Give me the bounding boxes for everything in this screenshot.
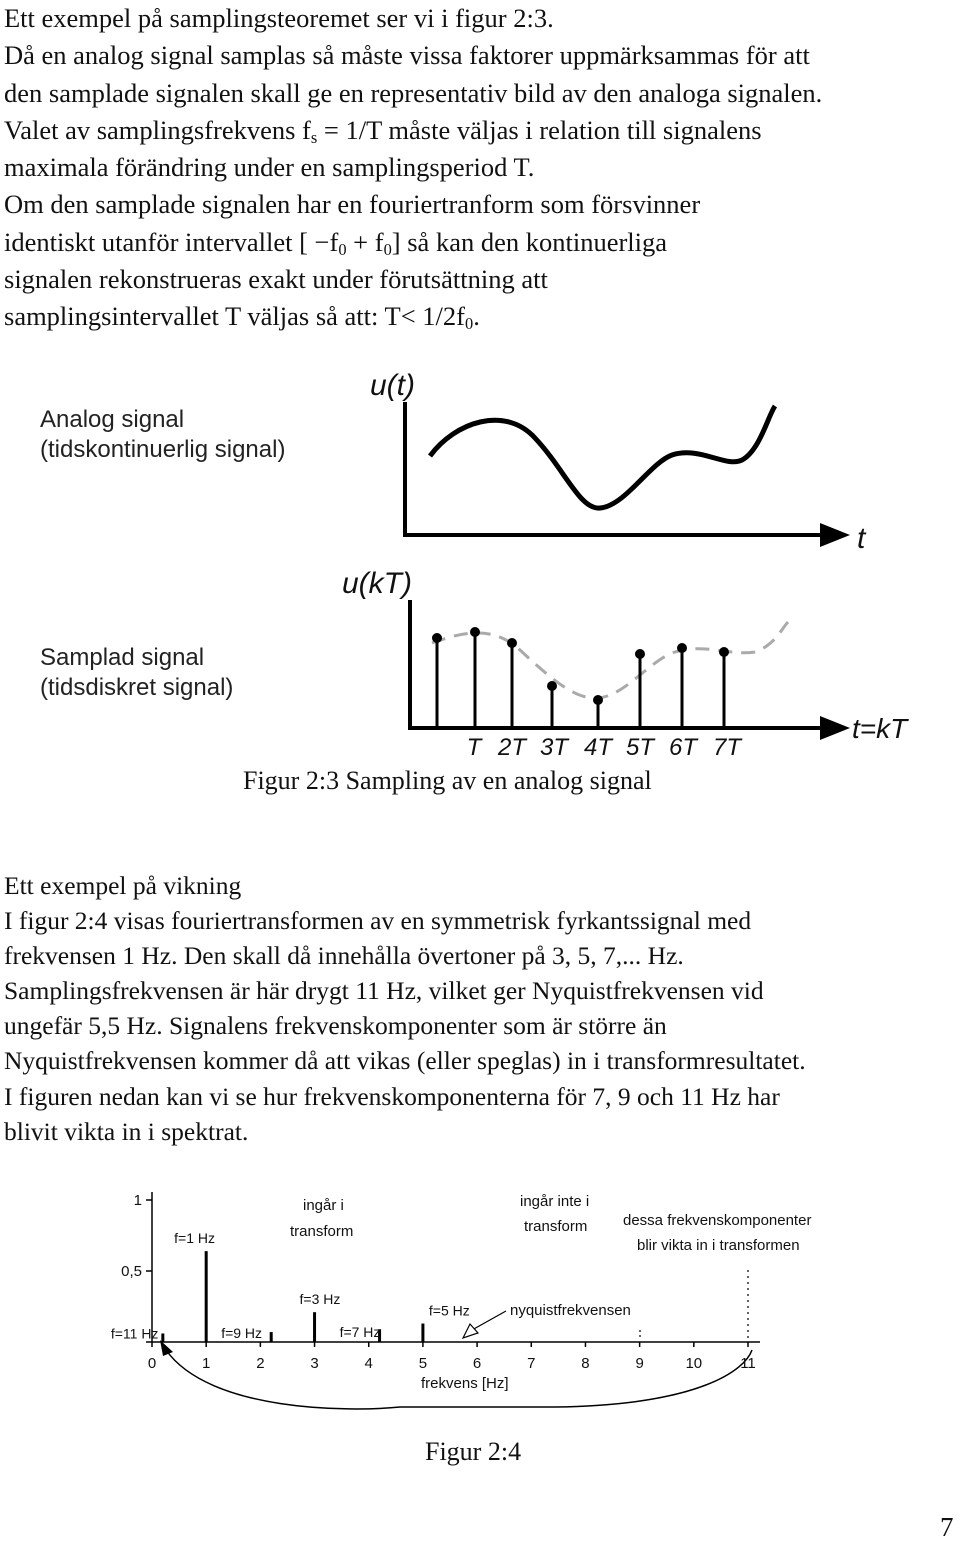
x-tick-label: 7 <box>527 1355 536 1372</box>
sample-point <box>677 643 687 653</box>
text-line: den samplade signalen skall ge en representativ bild av den analoga signalen. <box>4 77 823 108</box>
time-tick-label: 2T <box>497 734 527 761</box>
time-tick-label: 6T <box>668 734 698 761</box>
annotation-included-1: ingår i <box>303 1197 344 1214</box>
text-line: I figur 2:4 visas fouriertransformen av en symmetrisk fyrkantssignal med <box>4 906 752 936</box>
analog-waveform <box>430 406 775 508</box>
text-line: Ett exempel på samplingsteoremet ser vi i figur 2:3. <box>4 3 554 33</box>
text-line: Nyquistfrekvensen kommer då att vikas (eller speglas) in i transformresultatet. <box>4 1046 806 1076</box>
figure-2-4-caption: Figur 2:4 <box>425 1437 522 1466</box>
sample-point <box>432 633 442 643</box>
x-tick-label: 6 <box>472 1355 482 1372</box>
sampled-y-axis-label: u(kT) <box>342 567 412 600</box>
x-tick-label: 11 <box>740 1355 756 1372</box>
text-line: signalen rekonstrueras exakt under förutsättning att <box>4 264 548 295</box>
time-tick-label: 5T <box>625 734 655 761</box>
x-axis-arrow <box>820 523 850 547</box>
text-line: maximala förändring under en samplingsperiod T. <box>4 152 535 183</box>
text-line: Då en analog signal samplas så måste vissa faktorer uppmärksammas för att <box>4 40 810 71</box>
annotation-folded-1: dessa frekvenskomponenter <box>623 1212 812 1229</box>
text-line: Om den samplade signalen har en fouriertranform som försvinner <box>4 189 701 220</box>
x-tick-label: 9 <box>635 1355 644 1372</box>
spectrum-bar-label: f=11 Hz <box>110 1325 159 1342</box>
analog-signal-sublabel: (tidskontinuerlig signal) <box>40 436 286 463</box>
analog-x-axis-label: t <box>857 522 866 555</box>
x-tick-label: 4 <box>364 1355 373 1372</box>
text-line: ungefär 5,5 Hz. Signalens frekvenskomponenter som är större än <box>4 1011 667 1041</box>
spectrum-bar-label: f=1 Hz <box>174 1230 216 1247</box>
text-line: blivit vikta in i spektrat. <box>4 1116 249 1146</box>
spectrum-bar-label: f=5 Hz <box>428 1302 470 1319</box>
sample-stems <box>432 627 743 761</box>
annotation-folded-2: blir vikta in i transformen <box>637 1237 800 1254</box>
sample-point <box>507 638 517 648</box>
text-line: frekvensen 1 Hz. Den skall då innehålla övertoner på 3, 5, 7,... Hz. <box>4 941 684 971</box>
sampled-x-axis-label: t=kT <box>852 713 908 744</box>
text-line: samplingsintervallet T väljas så att: $T< 1/2f_0$. <box>4 301 480 334</box>
x-tick-label: 2 <box>256 1355 265 1372</box>
reconstructed-waveform <box>432 622 788 698</box>
spectrum-bar-label: f=3 Hz <box>299 1291 341 1308</box>
time-tick-label: 4T <box>583 734 613 761</box>
analog-signal-label: Analog signal <box>40 406 185 433</box>
sample-point <box>719 647 729 657</box>
spectrum-chart <box>0 1180 960 1420</box>
text-line: I figuren nedan kan vi se hur frekvenskomponenterna för 7, 9 och 11 Hz har <box>4 1081 780 1111</box>
annotation-included-2: transform <box>290 1223 354 1240</box>
x-tick-label: 8 <box>581 1355 590 1372</box>
text-line: identiskt utanför intervallet [ $-f_0 + f_0$] så kan den kontinuerliga <box>4 226 668 259</box>
x-axis-label: frekvens [Hz] <box>421 1375 509 1392</box>
nyquist-arrow <box>472 1311 506 1330</box>
x-tick-label: 5 <box>418 1355 428 1372</box>
time-tick-label: T <box>466 734 482 761</box>
sample-point <box>547 681 557 691</box>
text-line: Valet av samplingsfrekvens $f_s = 1/T$ måste väljas i relation till signalens <box>4 114 762 147</box>
sample-point <box>635 649 645 659</box>
analog-y-axis-label: u(t) <box>370 369 415 402</box>
spectrum-bar-label: f=9 Hz <box>221 1325 263 1342</box>
sampled-signal-sublabel: (tidsdiskret signal) <box>40 674 234 701</box>
section-heading: Ett exempel på vikning <box>4 871 242 900</box>
annotation-not-included-2: transform <box>524 1218 588 1235</box>
intro-paragraph <box>4 0 954 336</box>
text-line: Samplingsfrekvensen är här drygt 11 Hz, vilket ger Nyquistfrekvensen vid <box>4 976 764 1006</box>
time-tick-label: 3T <box>539 734 569 761</box>
x-axis-arrow <box>820 716 850 740</box>
y-tick-label: 0,5 <box>121 1263 142 1280</box>
annotation-nyquist: nyquistfrekvensen <box>510 1302 631 1319</box>
sample-point <box>593 695 603 705</box>
folding-example-paragraph <box>4 868 954 1149</box>
sampled-signal-label: Samplad signal <box>40 644 205 671</box>
x-tick-label: 10 <box>685 1355 703 1372</box>
nyquist-arrowhead <box>463 1324 478 1338</box>
figure-2-3-caption: Figur 2:3 Sampling av en analog signal <box>243 766 652 795</box>
sampling-figure <box>0 360 960 761</box>
sample-point <box>470 627 480 637</box>
x-tick-label: 3 <box>310 1355 319 1372</box>
time-tick-label: 7T <box>712 734 742 761</box>
x-tick-label: 1 <box>202 1355 211 1372</box>
y-tick-label: 1 <box>133 1192 142 1209</box>
spectrum-bar-label: f=7 Hz <box>339 1324 381 1341</box>
annotation-not-included-1: ingår inte i <box>520 1193 590 1210</box>
page-number: 7 <box>940 1512 954 1542</box>
x-tick-label: 0 <box>147 1355 157 1372</box>
